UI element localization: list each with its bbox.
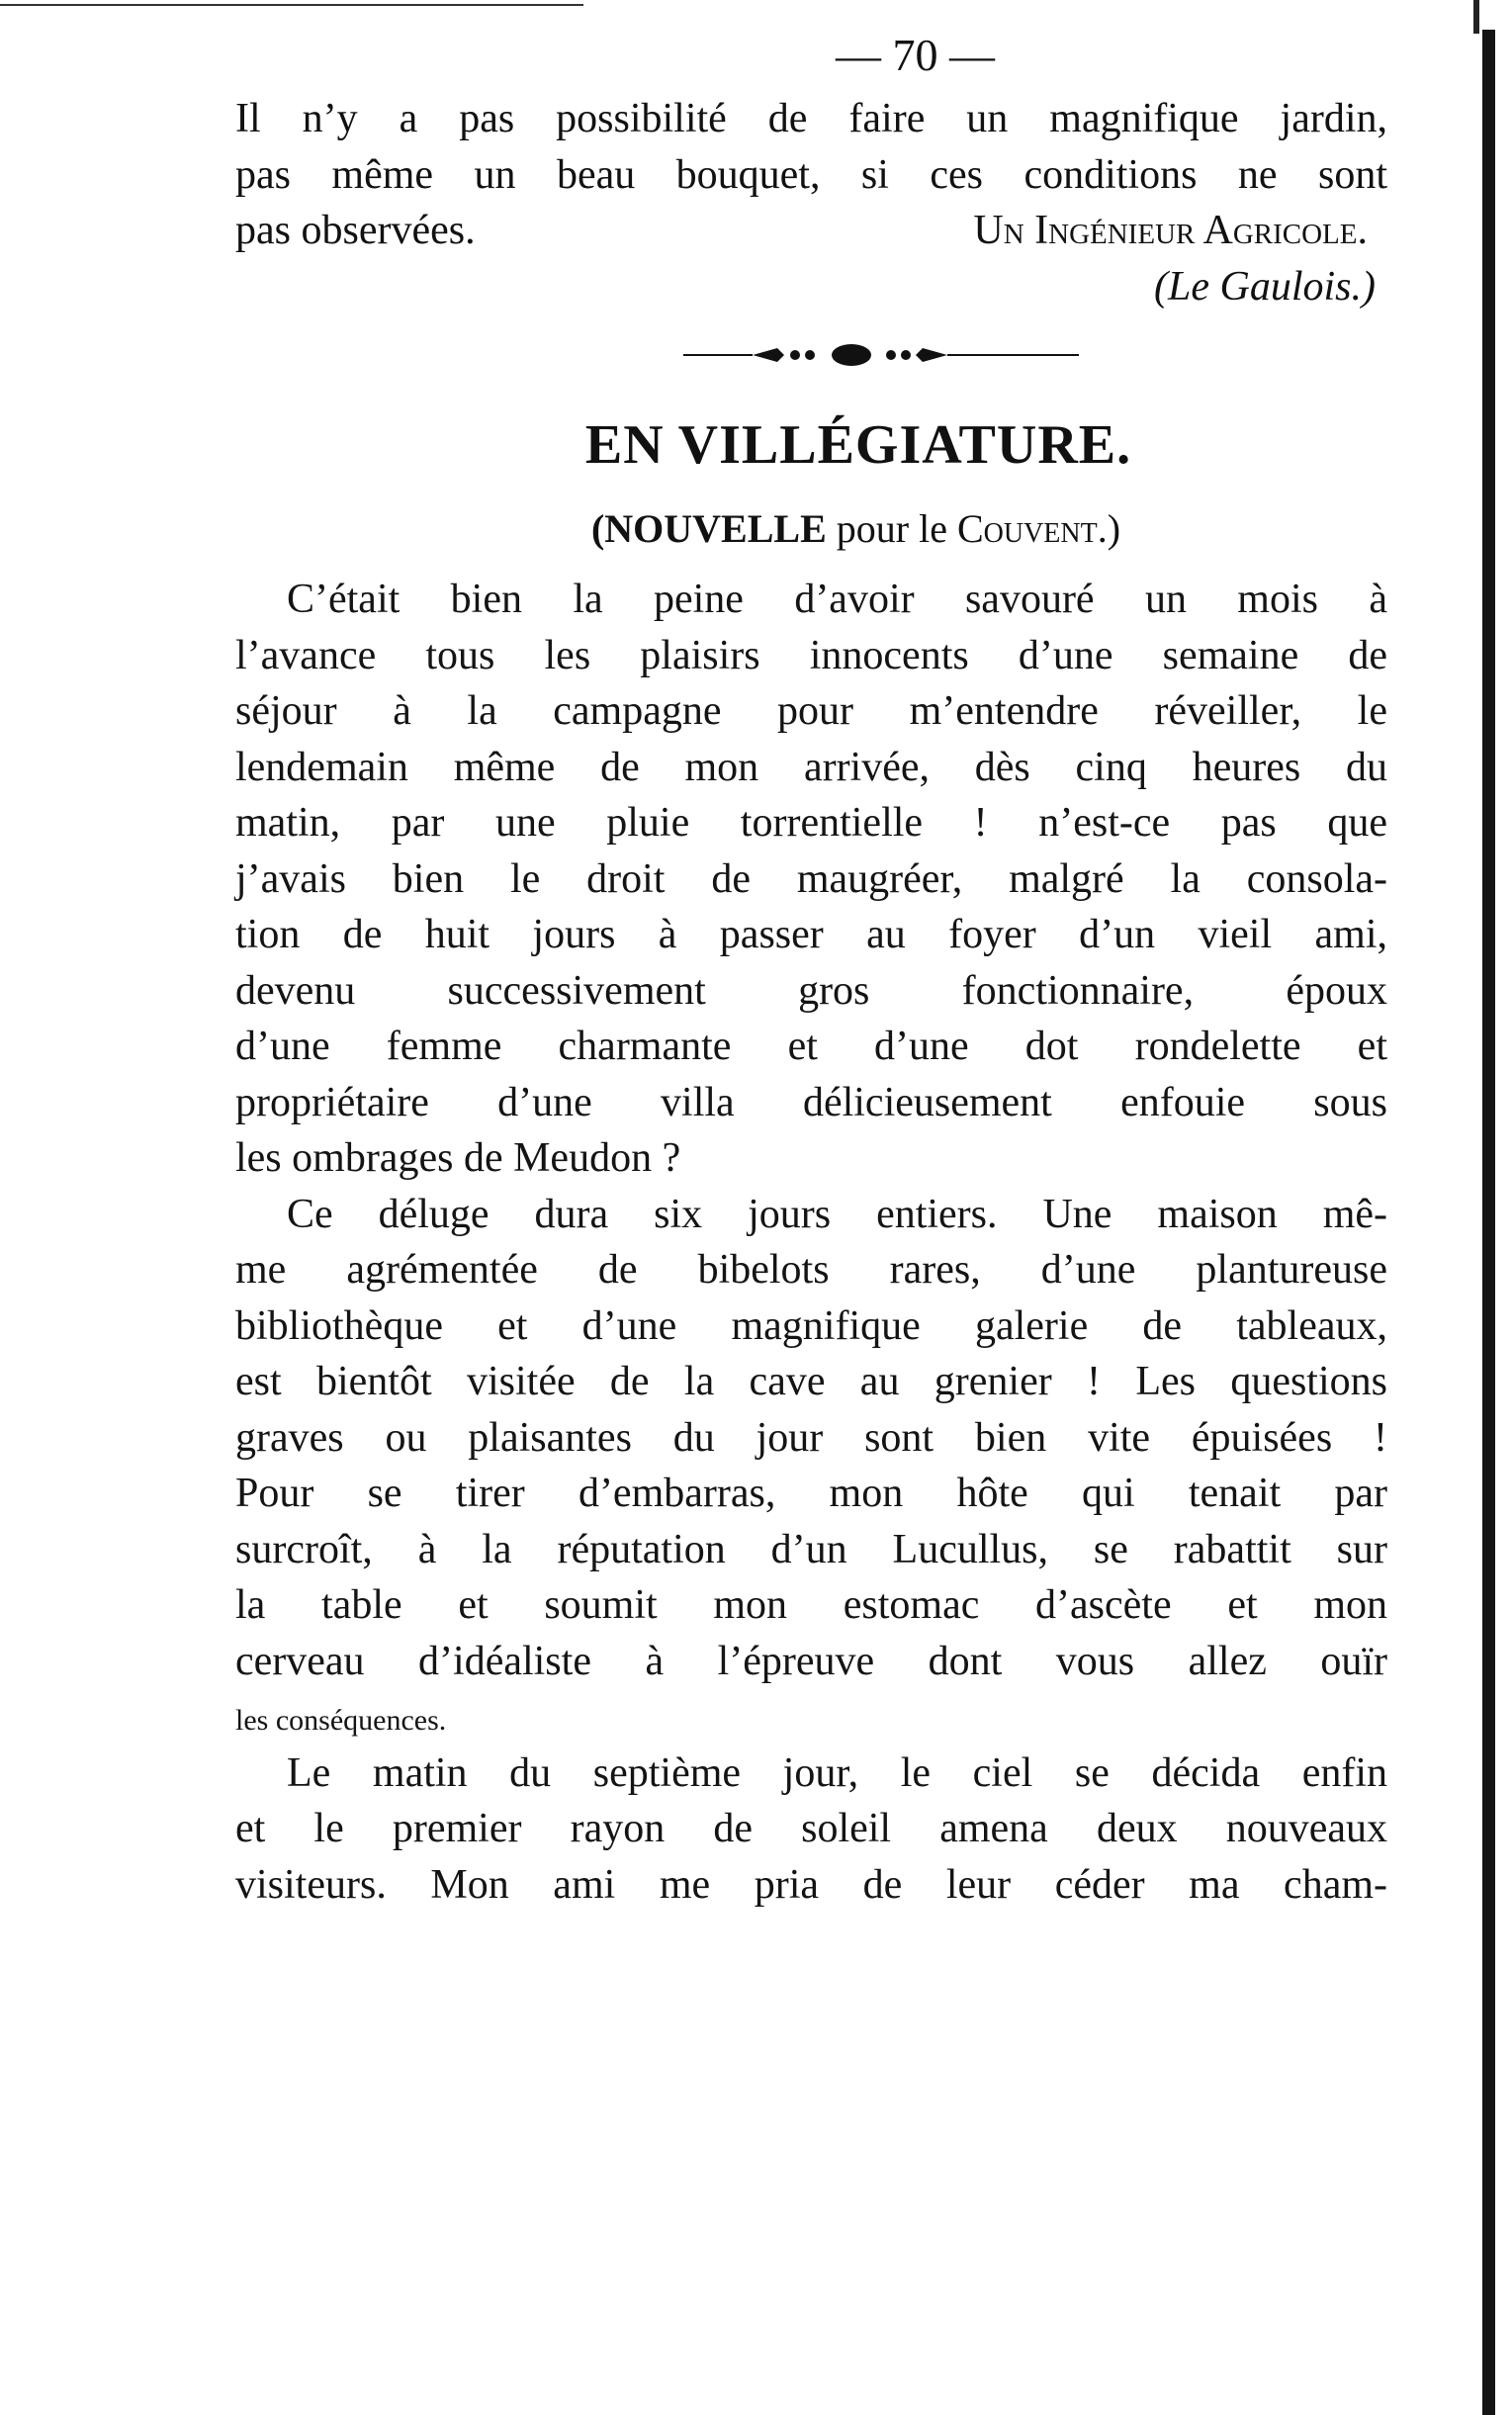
text-line: cerveau d’idéaliste à l’épreuve dont vous allez ouïr (235, 1638, 1387, 1684)
top-edge-rule (0, 4, 583, 6)
text-line: Le matin du septième jour, le ciel se décida enfin (287, 1749, 1387, 1796)
signature-line (235, 203, 1387, 259)
binding-edge-shadow (1482, 30, 1495, 2415)
paragraph-1 (235, 572, 1387, 1187)
text-line: graves ou plaisantes du jour sont bien vite épuisées ! (235, 1414, 1387, 1461)
text-line: d’une femme charmante et d’une dot rondelette et (235, 1024, 1387, 1069)
text-line: pas même un beau bouquet, si ces conditions ne sont (235, 151, 1387, 198)
previous-article-ending (235, 91, 1387, 314)
text-line: matin, par une pluie torrentielle ! n’est-ce pas que (235, 800, 1387, 846)
text-line: les ombrages de Meudon ? (235, 1135, 681, 1181)
text-line: est bientôt visitée de la cave au grenier ! Les questions (235, 1359, 1387, 1404)
text-line: visiteurs. Mon ami me pria de leur céder ma cham- (235, 1861, 1387, 1908)
text-line: Pour se tirer d’embarras, mon hôte qui tenait par (235, 1471, 1387, 1516)
page (235, 20, 1387, 1913)
text-line: propriétaire d’une villa délicieusement enfouie sous (235, 1079, 1387, 1125)
text-line: la table et soumit mon estomac d’ascète et mon (235, 1582, 1387, 1628)
ornament-divider-icon (664, 335, 1099, 375)
author-signature: Un Ingénieur Agricole. (973, 208, 1368, 253)
text-line: l’avance tous les plaisirs innocents d’une semaine de (235, 632, 1387, 678)
binding-edge-tick (1473, 0, 1479, 34)
source-attribution: (Le Gaulois.) (1154, 263, 1376, 310)
story-title: EN VILLÉGIATURE. (584, 414, 1132, 476)
text-line: séjour à la campagne pour m’entendre réveiller, le (235, 688, 1387, 734)
text-line: tion de huit jours à passer au foyer d’un vieil ami, (235, 912, 1387, 957)
story-body (235, 572, 1387, 1913)
text-line: surcroît, à la réputation d’un Lucullus, se rabattit sur (235, 1526, 1387, 1572)
paragraph-3 (235, 1745, 1387, 1914)
text-line: lendemain même de mon arrivée, dès cinq heures du (235, 744, 1387, 790)
text-line: et le premier rayon de soleil amena deux nouveaux (235, 1806, 1387, 1851)
subtitle-label: (NOUVELLE (590, 506, 827, 551)
subtitle-rest: pour le (826, 506, 957, 551)
text-line: bibliothèque et d’une magnifique galerie de tableaux, (235, 1302, 1387, 1349)
text-line: me agrémentée de bibelots rares, d’une plantureuse (235, 1247, 1387, 1293)
text-line (235, 1689, 1387, 1745)
text-line: devenu successivement gros fonctionnaire, époux (235, 967, 1387, 1014)
text-line-end: pas observées. (235, 208, 476, 253)
subtitle-end: Couvent.) (956, 506, 1121, 551)
text-line: j’avais bien le droit de maugréer, malgré la consola- (235, 855, 1387, 902)
faded-text: les conséquences. (235, 1704, 447, 1737)
story-subtitle (324, 494, 1387, 564)
text-line: Ce déluge dura six jours entiers. Une maison mê- (287, 1191, 1387, 1237)
paragraph-2 (235, 1187, 1387, 1745)
page-number: — 70 — (836, 30, 995, 80)
text-line: C’était bien la peine d’avoir savouré un mois à (287, 577, 1387, 622)
text-line: Il n’y a pas possibilité de faire un magnifique jardin, (235, 96, 1387, 141)
section-ornament (374, 314, 1387, 396)
